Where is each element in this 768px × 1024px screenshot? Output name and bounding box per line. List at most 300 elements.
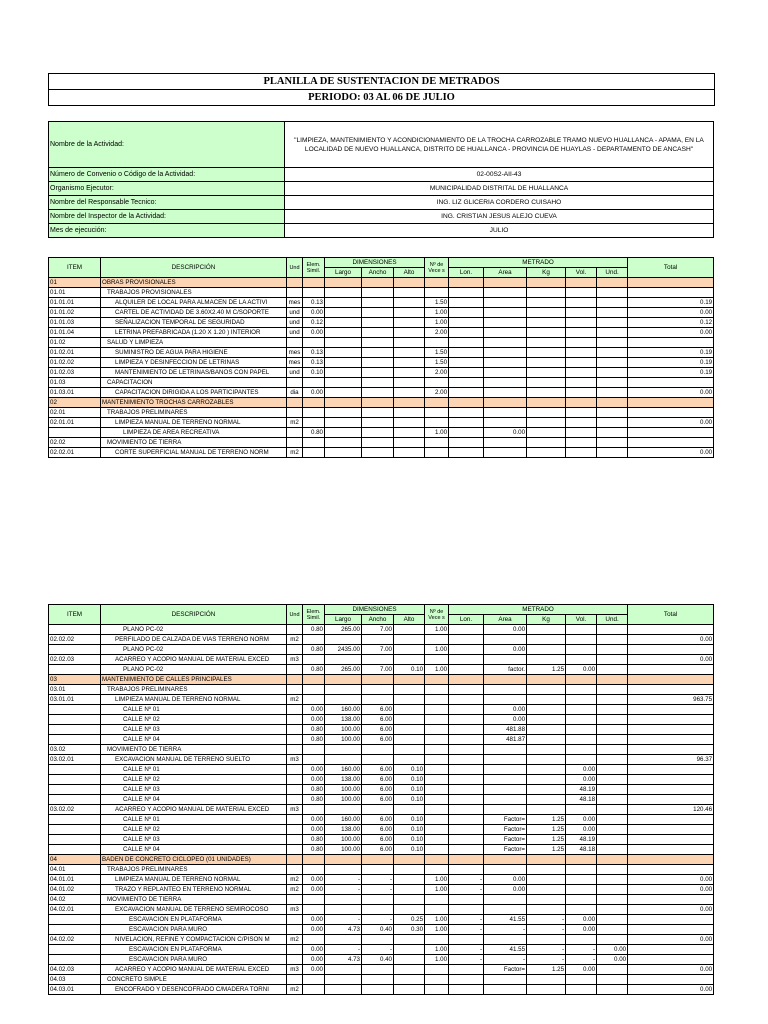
- cell-item: [49, 945, 101, 955]
- cell-kg: [527, 855, 566, 865]
- cell-area: [484, 635, 527, 645]
- cell-und: [287, 895, 303, 905]
- cell-item: 04.01.02: [49, 885, 101, 895]
- cell-alto: 0.10: [394, 765, 425, 775]
- cell-lon: [449, 665, 484, 675]
- cell-item: 01: [49, 278, 101, 288]
- cell-lon: [449, 845, 484, 855]
- cell-und: [597, 675, 628, 685]
- cell-kg: [527, 368, 566, 378]
- cell-area: -: [484, 925, 527, 935]
- cell-total: [628, 945, 714, 955]
- cell-area: [484, 795, 527, 805]
- cell-kg: [527, 905, 566, 915]
- cell-total: [628, 745, 714, 755]
- info-label: Nombre de la Actividad:: [49, 122, 285, 168]
- cell-largo: 4.73: [325, 955, 362, 965]
- cell-lon: [449, 855, 484, 865]
- cell-description: CAPACITACION: [101, 378, 287, 388]
- cell-elem-simil: 0.13: [303, 298, 325, 308]
- cell-area: [484, 278, 527, 288]
- cell-vol: [566, 635, 597, 645]
- cell-area: [484, 338, 527, 348]
- cell-vol: [566, 735, 597, 745]
- cell-largo: 160.00: [325, 705, 362, 715]
- cell-elem-simil: 0.00: [303, 775, 325, 785]
- cell-elem-simil: 0.00: [303, 875, 325, 885]
- cell-ancho: -: [362, 885, 394, 895]
- cell-veces: [425, 815, 449, 825]
- cell-total: [628, 735, 714, 745]
- cell-total: 0.00: [628, 448, 714, 458]
- cell-kg: [527, 635, 566, 645]
- table-row: [49, 935, 714, 945]
- cell-area: [484, 655, 527, 665]
- cell-description: ESCAVACION EN PLATAFORMA: [101, 915, 287, 925]
- cell-largo: 138.00: [325, 825, 362, 835]
- cell-total: [628, 775, 714, 785]
- cell-largo: [325, 745, 362, 755]
- cell-elem-simil: 0.10: [303, 368, 325, 378]
- cell-und: [597, 855, 628, 865]
- cell-ancho: [362, 298, 394, 308]
- cell-kg: 1.25: [527, 845, 566, 855]
- cell-alto: [394, 428, 425, 438]
- cell-largo: [325, 348, 362, 358]
- cell-und: [597, 388, 628, 398]
- cell-veces: 1.00: [425, 308, 449, 318]
- table-row: [49, 785, 714, 795]
- cell-lon: [449, 308, 484, 318]
- cell-und: [597, 975, 628, 985]
- table-row: [49, 985, 714, 995]
- cell-veces: [425, 438, 449, 448]
- cell-veces: 1.00: [425, 955, 449, 965]
- cell-largo: [325, 318, 362, 328]
- cell-total: 0.00: [628, 388, 714, 398]
- cell-kg: [527, 975, 566, 985]
- cell-largo: 160.00: [325, 815, 362, 825]
- col-area: Area: [484, 268, 527, 278]
- cell-total: [628, 645, 714, 655]
- cell-total: 120.46: [628, 805, 714, 815]
- cell-alto: [394, 705, 425, 715]
- cell-lon: [449, 735, 484, 745]
- cell-item: [49, 955, 101, 965]
- cell-total: 96.37: [628, 755, 714, 765]
- cell-kg: [527, 278, 566, 288]
- cell-kg: -: [527, 925, 566, 935]
- cell-und: [597, 965, 628, 975]
- cell-largo: 138.00: [325, 775, 362, 785]
- table-row: [49, 655, 714, 665]
- col-area: Area: [484, 615, 527, 625]
- cell-item: 01.02.02: [49, 358, 101, 368]
- cell-alto: 0.10: [394, 775, 425, 785]
- cell-largo: [325, 338, 362, 348]
- cell-item: [49, 665, 101, 675]
- cell-alto: [394, 398, 425, 408]
- cell-vol: [566, 368, 597, 378]
- cell-und: [597, 278, 628, 288]
- cell-elem-simil: [303, 755, 325, 765]
- cell-ancho: 6.00: [362, 715, 394, 725]
- cell-item: 02.01.01: [49, 418, 101, 428]
- cell-alto: [394, 655, 425, 665]
- cell-item: 01.02: [49, 338, 101, 348]
- cell-area: [484, 438, 527, 448]
- cell-elem-simil: 0.00: [303, 825, 325, 835]
- cell-ancho: [362, 865, 394, 875]
- cell-largo: [325, 895, 362, 905]
- cell-total: [628, 855, 714, 865]
- cell-description: TRABAJOS PRELIMINARES: [101, 865, 287, 875]
- cell-largo: -: [325, 915, 362, 925]
- cell-description: TRABAJOS PRELIMINARES: [101, 408, 287, 418]
- cell-item: 01.02.01: [49, 348, 101, 358]
- cell-description: MOVIMIENTO DE TIERRA: [101, 438, 287, 448]
- cell-lon: [449, 298, 484, 308]
- cell-item: 01.01.02: [49, 308, 101, 318]
- cell-alto: [394, 865, 425, 875]
- cell-vol: [566, 408, 597, 418]
- cell-vol: [566, 895, 597, 905]
- cell-veces: [425, 985, 449, 995]
- cell-und: [287, 765, 303, 775]
- cell-largo: [325, 985, 362, 995]
- cell-veces: [425, 448, 449, 458]
- cell-total: [628, 398, 714, 408]
- cell-veces: 1.00: [425, 428, 449, 438]
- cell-description: EXCAVACION MANUAL DE TERRENO SUELTO: [101, 755, 287, 765]
- cell-alto: 0.10: [394, 785, 425, 795]
- col-elem-simil: Elem. Simil.: [303, 605, 325, 625]
- cell-vol: [566, 348, 597, 358]
- cell-elem-simil: 0.80: [303, 845, 325, 855]
- cell-vol: [566, 428, 597, 438]
- cell-ancho: [362, 695, 394, 705]
- col-und: Und: [287, 605, 303, 625]
- cell-kg: [527, 308, 566, 318]
- cell-total: 0.19: [628, 298, 714, 308]
- cell-veces: [425, 825, 449, 835]
- cell-und: m3: [287, 905, 303, 915]
- cell-und: [597, 725, 628, 735]
- cell-und: [287, 955, 303, 965]
- cell-elem-simil: [303, 805, 325, 815]
- info-value: ING. LIZ GLICERIA CORDERO CUISAHO: [285, 196, 714, 210]
- cell-alto: [394, 358, 425, 368]
- table-row: [49, 448, 714, 458]
- cell-kg: [527, 348, 566, 358]
- cell-veces: [425, 715, 449, 725]
- cell-alto: [394, 338, 425, 348]
- cell-veces: 1.00: [425, 875, 449, 885]
- cell-lon: -: [449, 955, 484, 965]
- cell-item: [49, 785, 101, 795]
- cell-description: ALQUILER DE LOCAL PARA ALMACEN DE LA ACTIVI: [101, 298, 287, 308]
- cell-vol: 48.19: [566, 785, 597, 795]
- cell-alto: [394, 645, 425, 655]
- cell-elem-simil: 0.00: [303, 715, 325, 725]
- cell-item: 01.03: [49, 378, 101, 388]
- table-row: [49, 805, 714, 815]
- cell-lon: [449, 388, 484, 398]
- cell-alto: [394, 715, 425, 725]
- cell-description: PLANO PC-02: [101, 625, 287, 635]
- table-row: [49, 715, 714, 725]
- cell-und: m2: [287, 985, 303, 995]
- col-dimensiones: DIMENSIONES: [325, 258, 425, 268]
- section-row: [49, 855, 714, 865]
- cell-kg: [527, 675, 566, 685]
- cell-veces: 1.50: [425, 298, 449, 308]
- info-row: [49, 168, 714, 182]
- cell-ancho: [362, 288, 394, 298]
- col-description: DESCRIPCIÓN: [101, 258, 287, 278]
- sheet-period: PERIODO: 03 AL 06 DE JULIO: [49, 89, 714, 105]
- cell-area: [484, 785, 527, 795]
- cell-largo: [325, 398, 362, 408]
- col-total: Total: [628, 605, 714, 625]
- cell-lon: [449, 448, 484, 458]
- cell-description: CONCRETO SIMPLE: [101, 975, 287, 985]
- cell-item: [49, 775, 101, 785]
- cell-und: [597, 925, 628, 935]
- table-row: [49, 358, 714, 368]
- cell-veces: 1.00: [425, 925, 449, 935]
- cell-kg: [527, 398, 566, 408]
- sheet-title: PLANILLA DE SUSTENTACION DE METRADOS: [263, 76, 500, 87]
- table-row: [49, 755, 714, 765]
- cell-kg: [527, 685, 566, 695]
- cell-kg: [527, 378, 566, 388]
- cell-lon: [449, 685, 484, 695]
- cell-largo: [325, 755, 362, 765]
- cell-lon: [449, 865, 484, 875]
- cell-ancho: 6.00: [362, 795, 394, 805]
- cell-elem-simil: 0.80: [303, 735, 325, 745]
- cell-und: m2: [287, 875, 303, 885]
- cell-und: [287, 288, 303, 298]
- cell-area: 0.00: [484, 705, 527, 715]
- cell-description: LIMPIEZA DE AREA RECREATIVA: [101, 428, 287, 438]
- cell-description: CALLE Nº 04: [101, 795, 287, 805]
- cell-und: [287, 438, 303, 448]
- info-row: [49, 122, 714, 168]
- cell-largo: [325, 805, 362, 815]
- cell-und: [287, 645, 303, 655]
- cell-total: [628, 378, 714, 388]
- cell-area: [484, 298, 527, 308]
- cell-und: [597, 715, 628, 725]
- info-label: Organismo Ejecutor:: [49, 182, 285, 196]
- cell-largo: 138.00: [325, 715, 362, 725]
- cell-largo: -: [325, 885, 362, 895]
- cell-description: OBRAS PROVISIONALES: [101, 278, 287, 288]
- cell-area: [484, 308, 527, 318]
- cell-alto: [394, 675, 425, 685]
- cell-lon: [449, 418, 484, 428]
- cell-largo: -: [325, 875, 362, 885]
- cell-ancho: 6.00: [362, 765, 394, 775]
- metrado-table-2: [48, 604, 714, 995]
- cell-elem-simil: [303, 418, 325, 428]
- cell-kg: [527, 885, 566, 895]
- cell-description: PLANO PC-02: [101, 645, 287, 655]
- cell-lon: [449, 378, 484, 388]
- cell-item: 03.02: [49, 745, 101, 755]
- cell-elem-simil: [303, 855, 325, 865]
- cell-alto: [394, 408, 425, 418]
- cell-description: LIMPIEZA MANUAL DE TERRENO NORMAL: [101, 695, 287, 705]
- cell-kg: [527, 338, 566, 348]
- cell-und: [287, 705, 303, 715]
- info-value: MUNICIPALIDAD DISTRITAL DE HUALLANCA: [285, 182, 714, 196]
- cell-alto: [394, 945, 425, 955]
- cell-und: [287, 685, 303, 695]
- cell-lon: [449, 625, 484, 635]
- cell-und: [597, 695, 628, 705]
- table-row: [49, 418, 714, 428]
- cell-description: SALUD Y LIMPIEZA: [101, 338, 287, 348]
- cell-kg: 1.25: [527, 965, 566, 975]
- cell-largo: 4.73: [325, 925, 362, 935]
- cell-description: CALLE Nº 04: [101, 845, 287, 855]
- cell-vol: [566, 745, 597, 755]
- cell-total: [628, 795, 714, 805]
- cell-kg: -: [527, 955, 566, 965]
- cell-elem-simil: 0.80: [303, 625, 325, 635]
- cell-und: [597, 288, 628, 298]
- cell-largo: -: [325, 945, 362, 955]
- cell-ancho: -: [362, 875, 394, 885]
- cell-elem-simil: 0.00: [303, 945, 325, 955]
- cell-elem-simil: [303, 448, 325, 458]
- cell-kg: [527, 875, 566, 885]
- cell-total: 0.00: [628, 655, 714, 665]
- cell-lon: [449, 805, 484, 815]
- cell-largo: [325, 428, 362, 438]
- cell-total: [628, 835, 714, 845]
- cell-lon: -: [449, 925, 484, 935]
- info-value: "LIMPIEZA, MANTENIMIENTO Y ACONDICIONAMIENTO DE LA TROCHA CARROZABLE TRAMO NUEVO HUALLANCA - APAMA, EN LA LOCALIDAD DE NUEVO HUALLANCA, DISTRITO DE HUALLANCA - PROVINCIA DE HUAYLAS - DEPARTAMENTO DE ANCASH": [285, 122, 714, 168]
- cell-ancho: [362, 895, 394, 905]
- cell-elem-simil: [303, 985, 325, 995]
- cell-description: CALLE Nº 01: [101, 705, 287, 715]
- cell-area: [484, 348, 527, 358]
- cell-und: [597, 368, 628, 378]
- cell-und: m3: [287, 805, 303, 815]
- cell-veces: [425, 845, 449, 855]
- cell-alto: [394, 965, 425, 975]
- cell-und: [287, 338, 303, 348]
- cell-veces: 1.00: [425, 625, 449, 635]
- cell-largo: [325, 855, 362, 865]
- cell-und: [287, 855, 303, 865]
- table-row: [49, 795, 714, 805]
- cell-elem-simil: 0.00: [303, 885, 325, 895]
- cell-area: [484, 368, 527, 378]
- cell-lon: [449, 288, 484, 298]
- table-row: [49, 955, 714, 965]
- cell-und: [597, 765, 628, 775]
- cell-alto: [394, 855, 425, 865]
- cell-alto: [394, 418, 425, 428]
- cell-description: ACARREO Y ACOPIO MANUAL DE MATERIAL EXCED: [101, 965, 287, 975]
- cell-largo: [325, 368, 362, 378]
- cell-largo: [325, 865, 362, 875]
- cell-item: 02.01: [49, 408, 101, 418]
- cell-lon: -: [449, 875, 484, 885]
- cell-total: 0.00: [628, 635, 714, 645]
- cell-largo: [325, 975, 362, 985]
- cell-alto: [394, 735, 425, 745]
- cell-elem-simil: 0.80: [303, 725, 325, 735]
- info-label: Número de Convenio o Código de la Actividad:: [49, 168, 285, 182]
- cell-veces: [425, 685, 449, 695]
- cell-veces: [425, 745, 449, 755]
- cell-lon: [449, 635, 484, 645]
- cell-ancho: [362, 805, 394, 815]
- cell-ancho: [362, 855, 394, 865]
- table-row: [49, 875, 714, 885]
- cell-description: ACARREO Y ACOPIO MANUAL DE MATERIAL EXCED: [101, 655, 287, 665]
- cell-largo: [325, 278, 362, 288]
- cell-area: 481.88: [484, 725, 527, 735]
- cell-elem-simil: [303, 378, 325, 388]
- cell-veces: [425, 408, 449, 418]
- cell-elem-simil: 0.00: [303, 705, 325, 715]
- cell-veces: 1.00: [425, 885, 449, 895]
- cell-total: 0.12: [628, 318, 714, 328]
- cell-ancho: 6.00: [362, 725, 394, 735]
- cell-largo: 100.00: [325, 785, 362, 795]
- cell-lon: [449, 815, 484, 825]
- col-total: Total: [628, 258, 714, 278]
- cell-und: [597, 308, 628, 318]
- cell-vol: [566, 418, 597, 428]
- cell-largo: [325, 288, 362, 298]
- cell-area: [484, 905, 527, 915]
- cell-item: 04.02.03: [49, 965, 101, 975]
- table-row: [49, 635, 714, 645]
- cell-ancho: 6.00: [362, 815, 394, 825]
- cell-vol: [566, 338, 597, 348]
- cell-kg: [527, 408, 566, 418]
- cell-area: 41.55: [484, 945, 527, 955]
- cell-und: [597, 358, 628, 368]
- cell-largo: 100.00: [325, 835, 362, 845]
- col-metrado: METRADO: [449, 258, 628, 268]
- cell-veces: [425, 905, 449, 915]
- cell-vol: 0.00: [566, 825, 597, 835]
- cell-elem-simil: [303, 745, 325, 755]
- cell-und: [287, 795, 303, 805]
- cell-description: LETRINA PREFABRICADA (1.20 X 1.20 ) INTERIOR: [101, 328, 287, 338]
- cell-vol: [566, 655, 597, 665]
- cell-alto: [394, 755, 425, 765]
- cell-und: [597, 875, 628, 885]
- cell-ancho: [362, 368, 394, 378]
- cell-area: [484, 745, 527, 755]
- cell-area: [484, 418, 527, 428]
- cell-kg: [527, 645, 566, 655]
- cell-und: [287, 975, 303, 985]
- cell-total: [628, 845, 714, 855]
- cell-elem-simil: 0.80: [303, 665, 325, 675]
- cell-vol: [566, 685, 597, 695]
